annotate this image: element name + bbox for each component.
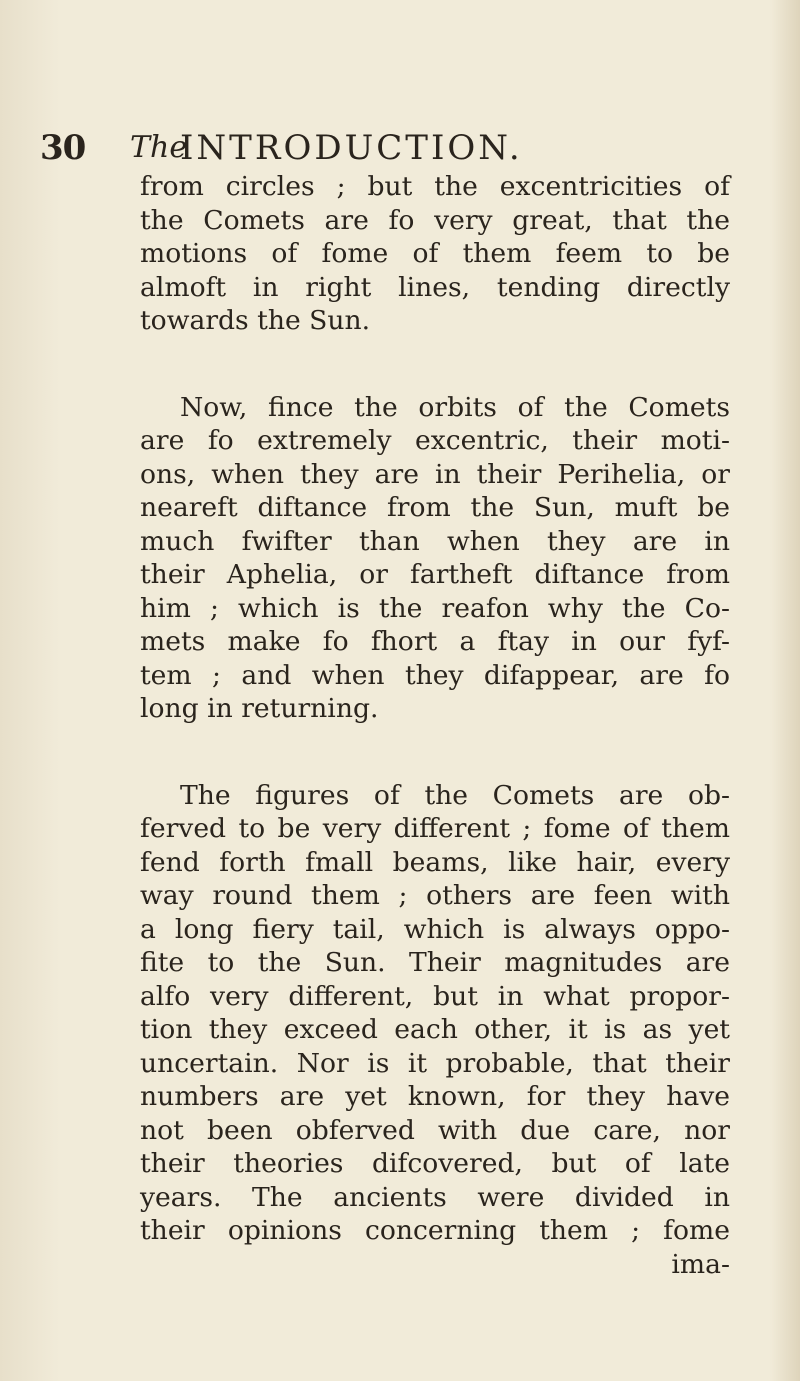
text-line: fite to the Sun. Their magnitudes are xyxy=(140,947,730,978)
page-number: 30 xyxy=(40,128,86,168)
text-line: ferved to be very different ; fome of them xyxy=(140,813,730,844)
text-line: years. The ancients were divided in xyxy=(140,1181,730,1213)
text-line: tion they exceed each other, it is as yet xyxy=(140,1014,730,1045)
text-line: neareft diftance from the Sun, muft be xyxy=(140,492,730,523)
text-line: mets make fo fhort a ftay in our fyf- xyxy=(140,626,730,657)
text-line: numbers are yet known, for they have xyxy=(140,1081,730,1112)
text-line: the Comets are fo very great, that the xyxy=(140,204,730,236)
text-line: much fwifter than when they are in xyxy=(140,525,730,557)
text-line: Now, fince the orbits of the Comets xyxy=(180,391,730,423)
running-head xyxy=(40,120,740,170)
text-line: way round them ; others are feen with xyxy=(140,880,730,911)
text-line: long in returning. xyxy=(140,693,379,724)
text-line: fend forth fmall beams, like hair, every xyxy=(140,846,730,878)
text-line: almoft in right lines, tending directly xyxy=(140,271,730,303)
running-head-title: INTRODUCTION. xyxy=(180,128,523,168)
text-line: The figures of the Comets are ob- xyxy=(180,779,730,811)
text-line: tem ; and when they difappear, are fo xyxy=(140,659,730,691)
text-line: ons, when they are in their Perihelia, or xyxy=(140,458,730,490)
text-line: alfo very different, but in what propor- xyxy=(140,980,730,1012)
text-line: their opinions concerning them ; fome xyxy=(140,1215,730,1246)
page-edge-left xyxy=(0,0,60,1381)
text-line: from circles ; but the excentricities of xyxy=(140,171,730,202)
body-text xyxy=(140,170,730,1281)
text-line: towards the Sun. xyxy=(140,305,371,336)
catchword: ima- xyxy=(671,1248,730,1280)
text-line: are fo extremely excentric, their moti- xyxy=(140,425,730,456)
text-line: their Aphelia, or fartheft diftance from xyxy=(140,559,730,590)
running-head-the: The xyxy=(130,130,188,165)
page-edge-right xyxy=(770,0,800,1381)
text-line: uncertain. Nor is it probable, that their xyxy=(140,1047,730,1079)
text-line: their theories difcovered, but of late xyxy=(140,1148,730,1179)
text-line: motions of fome of them feem to be xyxy=(140,238,730,269)
text-line: him ; which is the reafon why the Co- xyxy=(140,592,730,624)
text-line: not been obferved with due care, nor xyxy=(140,1114,730,1146)
text-line: a long fiery tail, which is always oppo- xyxy=(140,913,730,945)
